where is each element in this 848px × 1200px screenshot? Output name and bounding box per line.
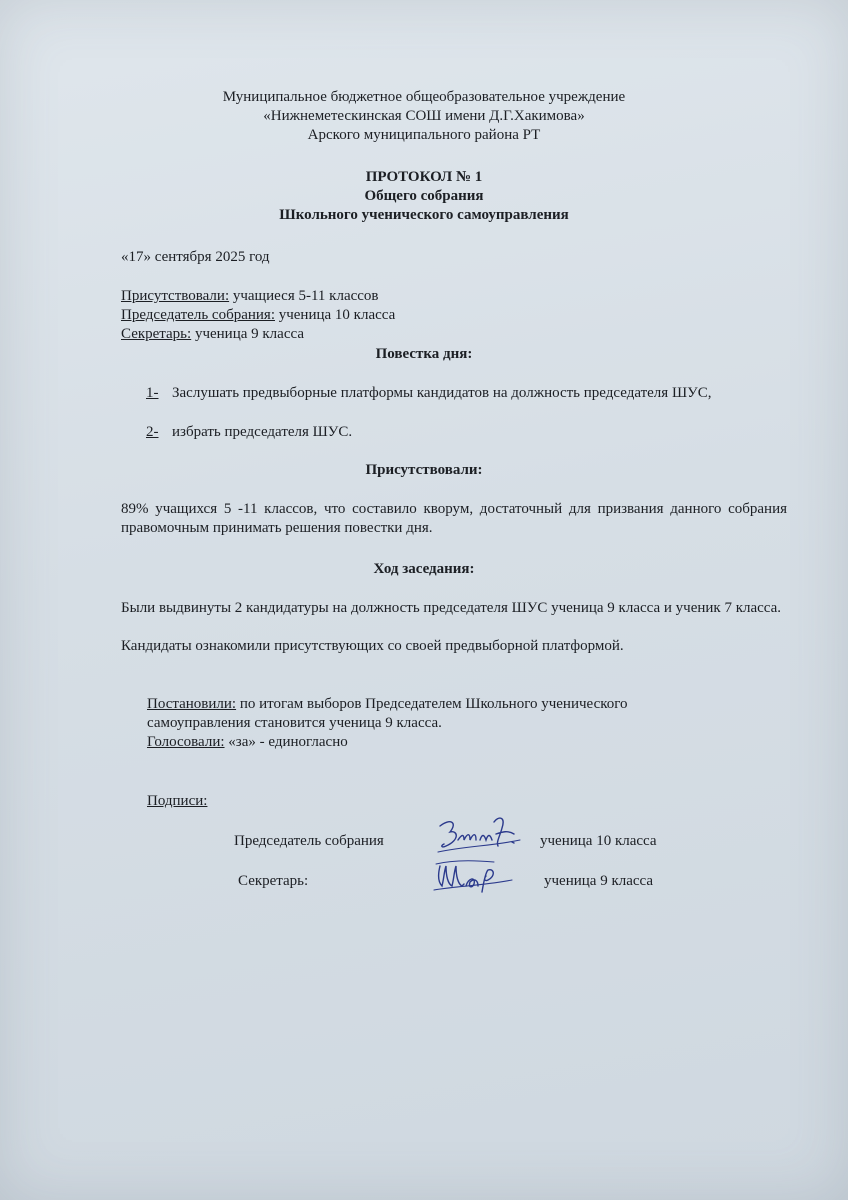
voted-text: «за» - единогласно <box>224 734 348 750</box>
secretary-line <box>121 325 304 344</box>
voted-label: Голосовали: <box>147 734 225 750</box>
resolved-text-1: по итогам выборов Председателем Школьного ученического <box>236 696 628 712</box>
resolved-line-2: самоуправления становится ученица 9 класса. <box>147 715 442 731</box>
chair-name: ученица 10 класса <box>540 833 657 849</box>
org-name-line-3: Арского муниципального района РТ <box>307 127 541 143</box>
resolved-label: Постановили: <box>147 696 237 712</box>
signatures-label: Подписи: <box>147 793 208 809</box>
chair-label: Председатель собрания: <box>121 307 275 323</box>
chair-value: ученица 10 класса <box>274 307 396 323</box>
chair-line <box>121 306 395 325</box>
chair-signature <box>436 812 524 860</box>
org-name-line-1: Муниципальное бюджетное общеобразовательное учреждение <box>222 89 626 105</box>
present-value: учащиеся 5-11 классов <box>229 288 379 304</box>
resolved-line-1 <box>147 695 628 714</box>
agenda-item-1-number: 1- <box>146 385 159 401</box>
agenda-heading: Повестка дня: <box>375 346 473 362</box>
secretary-label: Секретарь: <box>121 326 192 342</box>
secretary-value: ученица 9 класса <box>191 326 304 342</box>
org-name-line-2: «Нижнеметескинская СОШ имени Д.Г.Хакимова» <box>263 108 585 124</box>
present-heading: Присутствовали: <box>365 462 483 478</box>
secretary-role: Секретарь: <box>238 873 309 889</box>
secretary-name: ученица 9 класса <box>544 873 654 889</box>
present-line <box>121 287 379 306</box>
secretary-signature <box>432 856 518 896</box>
agenda-item-2-text: избрать председателя ШУС. <box>172 424 353 440</box>
protocol-subtitle-2: Школьного ученического самоуправления <box>279 207 569 223</box>
voted-line <box>147 733 348 752</box>
proceedings-heading: Ход заседания: <box>373 561 475 577</box>
present-label: Присутствовали: <box>121 288 230 304</box>
proceedings-paragraph-1: Были выдвинуты 2 кандидатуры на должность председателя ШУС ученица 9 класса и ученик 7 класса. <box>121 600 782 616</box>
protocol-subtitle-1: Общего собрания <box>364 188 484 204</box>
meeting-date: «17» сентября 2025 год <box>121 249 270 265</box>
agenda-item-1-text: Заслушать предвыборные платформы кандидатов на должность председателя ШУС, <box>172 385 712 401</box>
proceedings-paragraph-2: Кандидаты ознакомили присутствующих со своей предвыборной платформой. <box>121 638 624 654</box>
present-paragraph: 89% учащихся 5 -11 классов, что составило кворум, достаточный для призвания данного собрания правомочным принимать решения повестки дня. <box>121 501 787 536</box>
agenda-item-2-number: 2- <box>146 424 159 440</box>
protocol-title: ПРОТОКОЛ № 1 <box>365 169 483 185</box>
chair-role: Председатель собрания <box>234 833 384 849</box>
